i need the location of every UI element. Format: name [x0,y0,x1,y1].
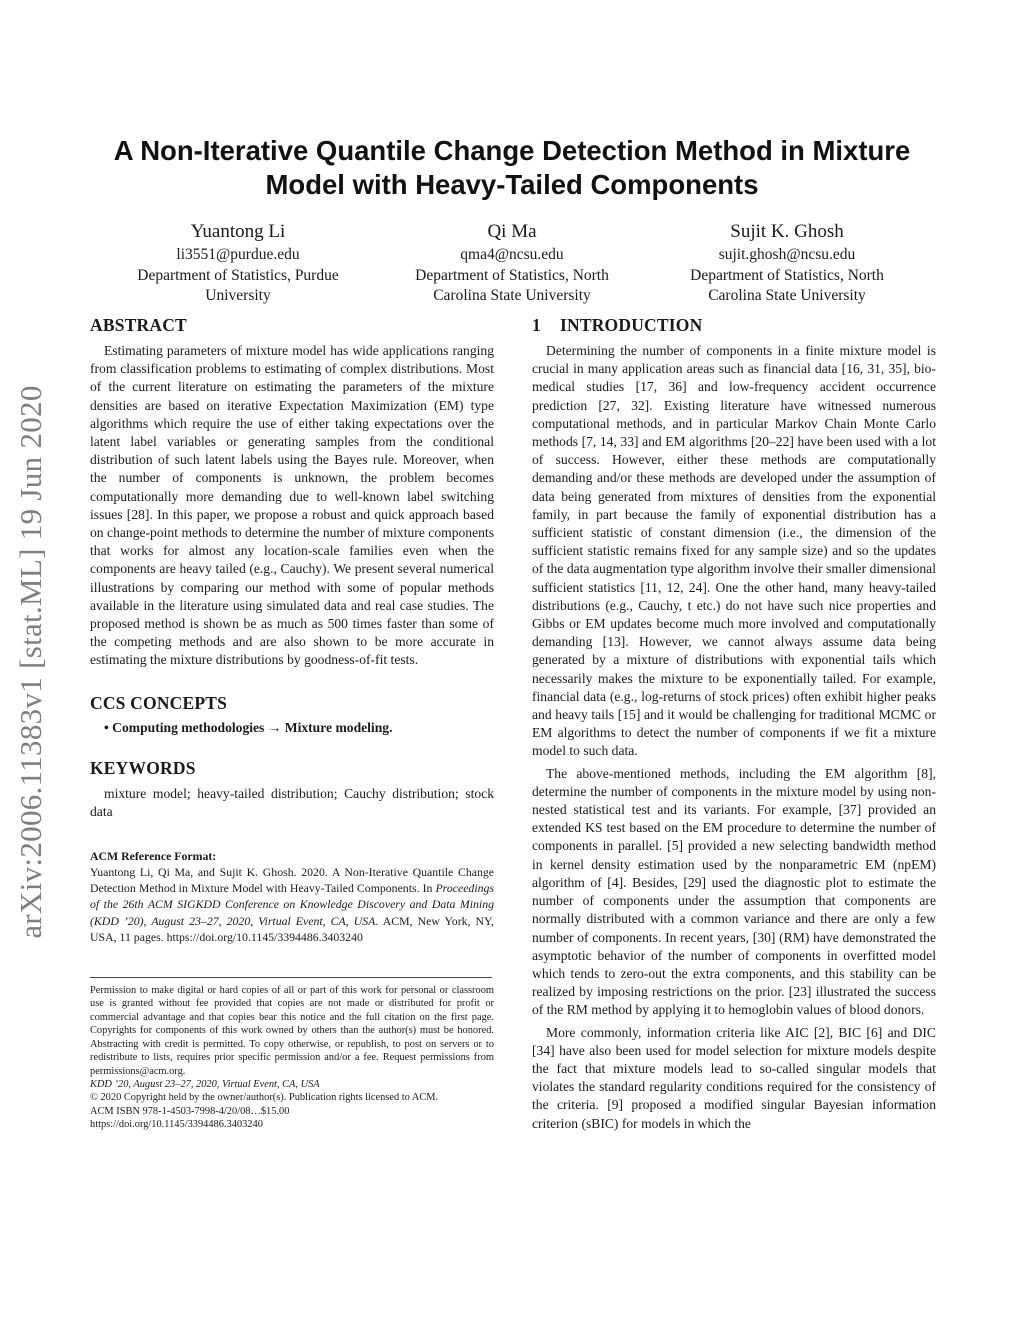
author-affiliation: Carolina State University [708,287,866,304]
ccs-concept-item: • Computing methodologies → Mixture modeling. [104,719,393,735]
ccs-heading: CCS CONCEPTS [90,692,228,713]
author-affiliation: Department of Statistics, North [690,266,884,284]
acm-reference-heading: ACM Reference Format: [90,849,217,864]
author-name: Sujit K. Ghosh [730,221,844,242]
left-column [90,314,494,1132]
arxiv-identifier: arXiv:2006.11383v1 [stat.ML] 19 Jun 2020 [13,385,48,939]
conference-venue: KDD ’20, August 23–27, 2020, Virtual Event, CA, USA [90,1078,320,1090]
abstract-heading: ABSTRACT [90,315,187,335]
keywords-text: mixture model; heavy-tailed distribution; Cauchy distribution; stock data [90,785,494,819]
author-block-2 [362,221,662,307]
author-email: li3551@purdue.edu [176,246,300,263]
acm-reference-text: Yuantong Li, Qi Ma, and Sujit K. Ghosh. 2020. A Non-Iterative Quantile Change Detection Method in Mixture Model with Heavy-Tailed Components. In Proceedings of the 26th ACM SIGKDD Conference on Knowledge Discovery and Data Mining (KDD ’20), August 23–27, 2020, Virtual Event, CA, USA. ACM, New York, NY, USA, 11 pages. https://doi.org/10.1145/3394486.3403240 [90,865,494,944]
isbn: ACM ISBN 978-1-4503-7998-4/20/08…$15.00 [90,1105,290,1117]
intro-paragraph-1: Determining the number of components in a finite mixture model is crucial in many application areas such as financial data [16, 31, 35], bio-medical studies [17, 36] and low-frequency accident occurrence prediction [27, 32]. Existing literature have witnessed numerous computational methods, and in particular Markov Chain Monte Carlo methods [7, 14, 33] and EM algorithms [20–22] have been used with a lot of success. However, either these methods are computationally demanding and/or these methods are developed under the assumption of data being generated from mixtures of densities from the exponential family, in part because the family of exponential distribution has a sufficient statistic of constant dimension (i.e., the dimension of the sufficient statistic remains fixed for any sample size) and so the updates of the data augmentation type algorithm involve their smaller dimensional sufficient statistics [11, 12, 24]. One the other hand, many heavy-tailed distributions (e.g., Cauchy, t etc.) do not have such nice properties and Gibbs or EM updates become much more involved and computationally demanding [13]. However, we cannot always assume data being generated by a mixture of distributions with exponential tails which necessarily makes the mixture to be exponentially tailed. For example, financial data (e.g., log-returns of stock prices) often exhibit higher peaks and heavy tails [15] and it would be challenging for traditional MCMC or EM algorithms to detect the number of components if we fit a mixture model to such data. [532,343,936,759]
copyright-notice: © 2020 Copyright held by the owner/author(s). Publication rights licensed to ACM. [90,1092,439,1104]
author-block-1 [88,221,388,307]
author-affiliation: University [205,287,271,304]
author-name: Yuantong Li [190,221,286,242]
author-affiliation: Department of Statistics, Purdue [137,266,339,284]
title-line-1: A Non-Iterative Quantile Change Detection Method in Mixture [113,135,911,166]
abstract-text: Estimating parameters of mixture model has wide applications ranging from classification problems to estimating of complex distributions. Most of the current literature on estimating the parameters of the mixture densities are based on iterative Expectation Maximization (EM) type algorithms which require the use of either taking expectations over the latent label variables or generating samples from the conditional distribution of such latent labels using the Bayes rule. Moreover, when the number of components is unknown, the problem becomes computationally more demanding due to well-known label switching issues [28]. In this paper, we propose a robust and quick approach based on change-point methods to determine the number of mixture components that works for almost any location-scale families even when the components are heavy tailed (e.g., Cauchy). We present several numerical illustrations by comparing our method with some of popular methods available in the literature using simulated data and real case studies. The proposed method is shown be as much as 500 times faster than some of the competing methods and are also shown to be more accurate in estimating the mixture distributions by goodness-of-fit tests. [90,343,494,668]
author-block-3 [637,221,937,307]
author-affiliation: Carolina State University [433,287,591,304]
author-email: sujit.ghosh@ncsu.edu [718,246,856,263]
intro-paragraph-2: The above-mentioned methods, including the EM algorithm [8], determine the number of components in the mixture model by using non-nested statistical test and its variants. For example, [37] provided an extended KS test based on the EM procedure to determine the number of components in parallel. [5] provided a new selecting bandwidth method in kernel density estimation used by the nonparametric EM (npEM) algorithm of [4]. Besides, [29] used the diagnostic plot to estimate the number of components under the assumption that components are normally distributed with a common variance and there are only a few number of components. In recent years, [30] (RM) have demonstrated the asymptotic behavior of the number of components in overfitted model which tends to zero-out the extra components, and this stability can be realized by imposing restrictions on the prior. [23] illustrated the success of the RM method by applying it to hemoglobin values of blood donors. [532,765,936,1018]
author-affiliation: Department of Statistics, North [415,266,609,284]
author-email: qma4@ncsu.edu [460,246,564,263]
keywords-heading: KEYWORDS [90,757,196,778]
author-name: Qi Ma [487,221,537,242]
permission-notice: Permission to make digital or hard copies of all or part of this work for personal or classroom use is granted without fee provided that copies are not made or distributed for profit or commercial advantage and that copies bear this notice and the full citation on the first page. Copyrights for components of this work owned by others than the author(s) must be honored. Abstracting with credit is permitted. To copy otherwise, or republish, to post on servers or to redistribute to lists, requires prior specific permission and/or a fee. Request permissions from permissions@acm.org. [90,985,494,1077]
right-column [532,314,936,1133]
footnote-divider [90,977,492,978]
title-line-2: Model with Heavy-Tailed Components [265,169,759,200]
doi-link[interactable]: https://doi.org/10.1145/3394486.3403240 [90,1119,263,1131]
introduction-heading: 1 INTRODUCTION [532,315,703,335]
intro-paragraph-3: More commonly, information criteria like AIC [2], BIC [6] and DIC [34] have also been used for model selection for mixture models despite the fact that mixture models lead to so-called singular models that violates the standard regularity conditions required for the consistency of the criteria. [9] proposed a modified singular Bayesian information criterion (sBIC) for models in which the [532,1024,936,1131]
paper-title [80,134,944,202]
section-number: 1 [532,315,541,335]
